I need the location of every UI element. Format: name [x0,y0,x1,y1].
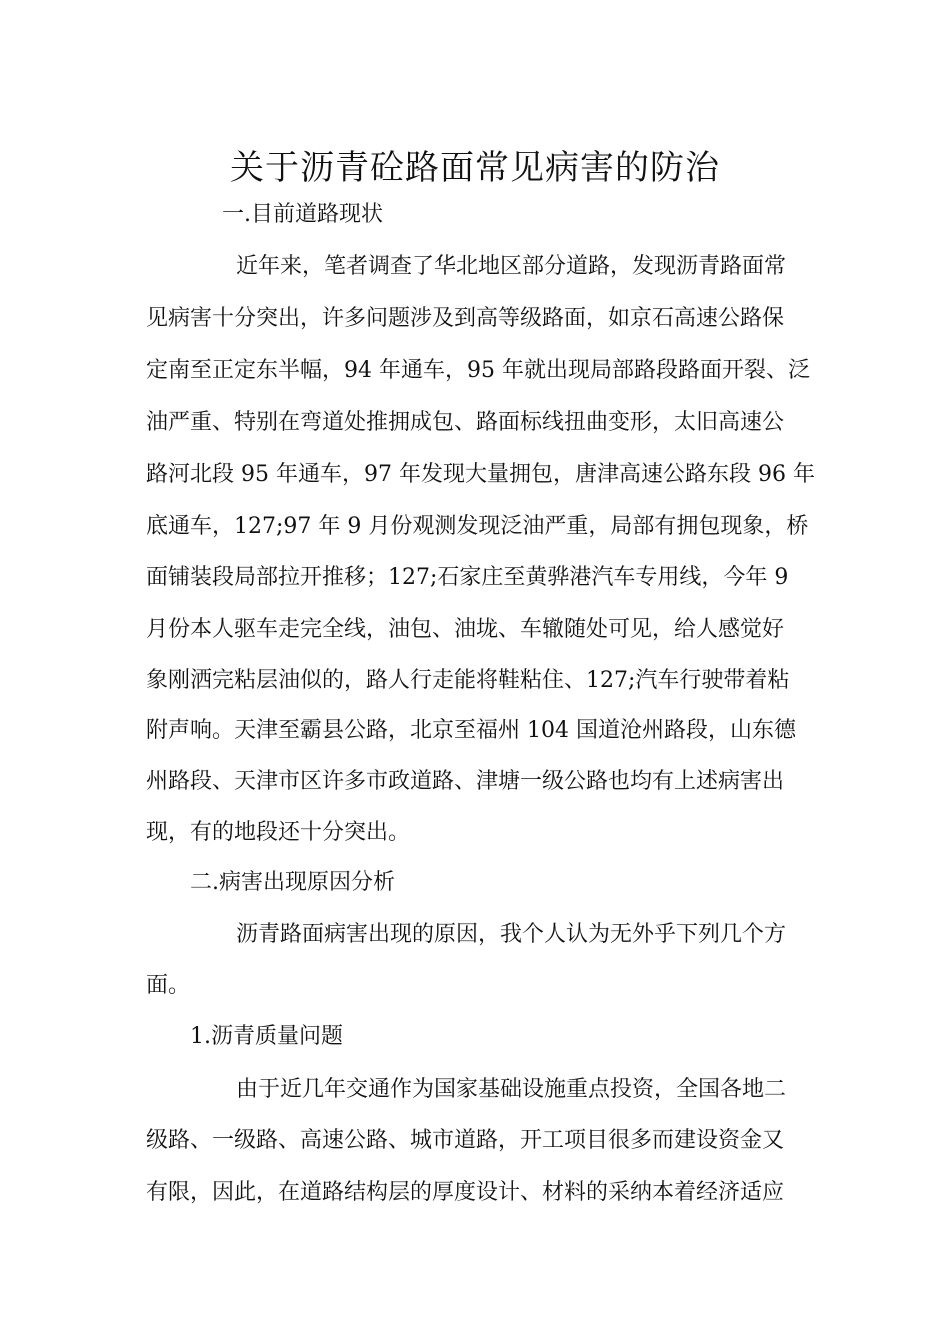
paragraph-line: 近年来，笔者调查了华北地区部分道路，发现沥青路面常 [236,254,787,279]
paragraph-line: 定南至正定东半幅，94 年通车，95 年就出现局部路段路面开裂、泛 [146,358,810,383]
paragraph-line: 象刚洒完粘层油似的，路人行走能将鞋粘住、127;汽车行驶带着粘 [146,668,790,693]
paragraph-line: 级路、一级路、高速公路、城市道路，开工项目很多而建设资金又 [146,1128,785,1153]
paragraph-line: 底通车，127;97 年 9 月份观测发现泛油严重，局部有拥包现象，桥 [146,514,809,539]
section-heading: 一.目前道路现状 [222,202,383,227]
section-heading: 二.病害出现原因分析 [190,870,395,895]
paragraph-line: 由于近几年交通作为国家基础设施重点投资，全国各地二 [236,1077,787,1102]
paragraph-line: 附声响。天津至霸县公路，北京至福州 104 国道沧州路段，山东德 [146,718,796,743]
paragraph-line: 油严重、特别在弯道处推拥成包、路面标线扭曲变形，太旧高速公 [146,410,785,435]
paragraph-line: 面铺装段局部拉开推移；127;石家庄至黄骅港汽车专用线，今年 9 [146,565,789,590]
paragraph-line: 有限，因此，在道路结构层的厚度设计、材料的采纳本着经济适应 [146,1180,785,1205]
document-title: 关于沥青砼路面常见病害的防治 [230,147,720,188]
paragraph-line: 现，有的地段还十分突出。 [146,820,411,845]
paragraph-line: 州路段、天津市区许多市政道路、津塘一级公路也均有上述病害出 [146,769,785,794]
paragraph-line: 见病害十分突出，许多问题涉及到高等级路面，如京石高速公路保 [146,306,785,331]
paragraph-line: 面。 [146,973,191,998]
paragraph-line: 路河北段 95 年通车，97 年发现大量拥包，唐津高速公路东段 96 年 [146,462,815,487]
subsection-heading: 1.沥青质量问题 [190,1024,343,1049]
paragraph-line: 月份本人驱车走完全线，油包、油垅、车辙随处可见，给人感觉好 [146,617,785,642]
paragraph-line: 沥青路面病害出现的原因，我个人认为无外乎下列几个方 [236,922,787,947]
